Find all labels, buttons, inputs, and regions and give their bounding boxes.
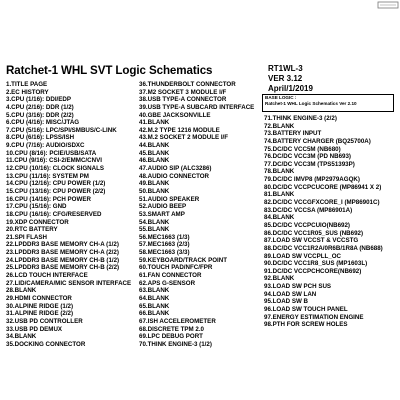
index-entry: 12.CPU (10/16): CLOCK SIGNALS <box>6 165 104 173</box>
model-number: RT1WL-3 <box>268 64 303 73</box>
index-entry: 92.BLANK <box>264 275 295 283</box>
index-entry: 83.DC/DC VCCSA (MP86901A) <box>264 206 353 214</box>
index-entry: 39.USB TYPE-A SUBCARD INTERFACE <box>139 103 255 111</box>
corner-logo-icon <box>376 0 400 10</box>
index-entry: 47.AUDIO SIP (ALC3286) <box>139 165 212 173</box>
index-entry: 57.MEC1663 (2/3) <box>139 241 190 249</box>
index-entry: 46.BLANK <box>139 157 170 165</box>
index-entry: 6.CPU (4/16): MISC/JTAG <box>6 119 80 127</box>
index-entry: 29.HDMI CONNECTOR <box>6 294 72 302</box>
index-entry: 49.BLANK <box>139 180 170 188</box>
index-entry: 38.USB TYPE-A CONNECTOR <box>139 96 227 104</box>
index-entry: 24.LPDDR3 BASE MEMORY CH-B (1/2) <box>6 256 120 264</box>
index-entry: 2.EC HISTORY <box>6 88 49 96</box>
index-entry: 61.FAN CONNECTOR <box>139 272 202 280</box>
index-entry: 15.CPU (13/16): CPU POWER (2/2) <box>6 187 106 195</box>
index-entry: 9.CPU (7/16): AUDIO/SDXC <box>6 142 85 150</box>
index-column-2 <box>139 81 263 348</box>
version-label: VER 3.12 <box>268 74 303 83</box>
index-entry: 1.TITLE PAGE <box>6 81 48 88</box>
index-entry: 56.MEC1663 (1/3) <box>139 233 190 241</box>
index-entry: 43.M.2 SOCKET 2 MODULE I/F <box>139 134 229 142</box>
index-entry: 77.DC/DC VCC3M (TPS51393P) <box>264 160 355 168</box>
index-entry: 79.DC/DC IMVP8 (MP2979AGQK) <box>264 176 360 184</box>
index-column-1 <box>6 81 134 348</box>
index-entry: 86.DC/DC VCC1R05_SUS (NB692) <box>264 229 364 237</box>
index-entry: 33.USB PD DEMUX <box>6 325 63 333</box>
index-entry: 7.CPU (5/16): LPC/SPI/SMBUS/C-LINK <box>6 126 117 134</box>
index-entry: 80.DC/DC VCCPCUCORE (MP86941 X 2) <box>264 183 382 191</box>
index-entry: 54.BLANK <box>139 218 170 226</box>
release-date: April/1/2019 <box>268 84 313 93</box>
index-entry: 4.CPU (2/16): DDR (1/2) <box>6 103 74 111</box>
index-entry: 59.KEYBOARD/TRACK POINT <box>139 256 228 264</box>
index-entry: 11.CPU (9/16): CSI-2/EMMC/CNVI <box>6 157 102 165</box>
index-entry: 87.LOAD SW VCCST & VCCSTG <box>264 237 359 245</box>
index-entry: 75.DC/DC VCC5M (NB680) <box>264 145 341 153</box>
index-entry: 63.BLANK <box>139 287 170 295</box>
index-entry: 16.CPU (14/16): PCH POWER <box>6 195 91 203</box>
index-entry: 71.THINK ENGINE-3 (2/2) <box>264 115 337 122</box>
index-entry: 34.BLANK <box>6 333 37 341</box>
index-entry: 74.BATTERY CHARGER (BQ25700A) <box>264 137 371 145</box>
index-entry: 53.SMART AMP <box>139 210 185 218</box>
index-entry: 35.DOCKING CONNECTOR <box>6 340 86 348</box>
index-entry: 93.LOAD SW PCH SUS <box>264 283 332 291</box>
index-entry: 70.THINK ENGINE-3 (1/2) <box>139 340 212 348</box>
index-entry: 55.BLANK <box>139 226 170 234</box>
index-entry: 58.MEC1663 (3/3) <box>139 249 190 257</box>
index-entry: 8.CPU (6/16): LPSS/ISH <box>6 134 75 142</box>
index-entry: 31.ALPINE RIDGE (2/2) <box>6 310 74 318</box>
index-entry: 95.LOAD SW B <box>264 298 309 306</box>
index-entry: 94.LOAD SW LAN <box>264 290 317 298</box>
index-entry: 51.AUDIO SPEAKER <box>139 195 200 203</box>
index-entry: 72.BLANK <box>264 122 295 130</box>
index-entry: 30.ALPINE RIDGE (1/2) <box>6 302 74 310</box>
index-entry: 89.LOAD SW VCCPLL_OC <box>264 252 342 260</box>
index-entry: 37.M2 SOCKET 3 MODULE I/F <box>139 88 227 96</box>
index-entry: 60.TOUCH PAD/NFC/FPR <box>139 264 213 272</box>
index-entry: 78.BLANK <box>264 168 295 176</box>
index-entry: 96.LOAD SW TOUCH PANEL <box>264 306 348 314</box>
index-entry: 20.RTC BATTERY <box>6 226 58 234</box>
document-title: Ratchet-1 WHL SVT Logic Schematics <box>6 64 213 77</box>
index-entry: 68.DISCRETE TPM 2.0 <box>139 325 204 333</box>
index-entry: 82.DC/DC VCCGFXCORE_I (MP86901C) <box>264 199 380 207</box>
index-entry: 45.BLANK <box>139 149 170 157</box>
index-entry: 97.ENERGY ESTIMATION ENGINE <box>264 313 364 321</box>
index-entry: 21.SPI FLASH <box>6 233 47 241</box>
index-entry: 81.BLANK <box>264 191 295 199</box>
index-entry: 91.DC/DC VCCPCHCORE(NB692) <box>264 267 362 275</box>
revision-block <box>268 64 313 94</box>
index-entry: 62.APS G-SENSOR <box>139 279 196 287</box>
index-entry: 73.BATTERY INPUT <box>264 130 322 138</box>
index-entry: 64.BLANK <box>139 294 170 302</box>
index-entry: 66.BLANK <box>139 310 170 318</box>
index-entry: 84.BLANK <box>264 214 295 222</box>
index-entry: 17.CPU (15/16): GND <box>6 203 67 211</box>
index-entry: 19.XDP CONNECTOR <box>6 218 69 226</box>
index-entry: 22.LPDDR3 BASE MEMORY CH-A (1/2) <box>6 241 119 249</box>
index-entry: 50.BLANK <box>139 187 170 195</box>
index-entry: 26.LCD TOUCH INTERFACE <box>6 272 88 280</box>
index-entry: 13.CPU (11/16): SYSTEM PM <box>6 172 89 180</box>
index-entry: 18.CPU (16/16): CFG/RESERVED <box>6 210 102 218</box>
index-entry: 23.LPDDR3 BASE MEMORY CH-A (2/2) <box>6 249 119 257</box>
index-entry: 40.GBE JACKSONVILLE <box>139 111 211 119</box>
index-entry: 41.BLANK <box>139 119 170 127</box>
index-entry: 5.CPU (3/16): DDR (2/2) <box>6 111 74 119</box>
index-entry: 48.AUDIO CONNECTOR <box>139 172 210 180</box>
index-entry: 76.DC/DC VCC3M (PD NB693) <box>264 153 351 161</box>
index-entry: 44.BLANK <box>139 142 170 150</box>
index-entry: 98.PTH FOR SCREW HOLES <box>264 321 348 329</box>
index-entry: 14.CPU (12/16): CPU POWER (1/2) <box>6 180 106 188</box>
index-entry: 88.DC/DC VCC1R2A/0R6B/1R8A (NB688) <box>264 244 383 252</box>
index-entry: 69.LPC DEBUG PORT <box>139 333 203 341</box>
index-entry: 3.CPU (1/16): DDI/EDP <box>6 96 71 104</box>
index-entry: 67.ISH ACCELEROMETER <box>139 317 216 325</box>
base-logic-label: BASE LOGIC : <box>265 95 297 100</box>
index-column-3 <box>264 115 396 329</box>
index-entry: 28.BLANK <box>6 287 37 295</box>
index-entry: 32.USB PD CONTROLLER <box>6 317 83 325</box>
index-entry: 85.DC/DC VCCPCUIO(NB692) <box>264 221 350 229</box>
index-entry: 42.M.2 TYPE 1216 MODULE <box>139 126 220 134</box>
index-entry: 10.CPU (8/16): PCIE/USB/SATA <box>6 149 97 157</box>
base-logic-value: Ratchet-1 WHL Logic Schematics Ver 2.10 <box>265 101 357 106</box>
index-entry: 25.LPDDR3 BASE MEMORY CH-B (2/2) <box>6 264 120 272</box>
base-logic-box <box>262 94 394 112</box>
index-entry: 65.BLANK <box>139 302 170 310</box>
index-entry: 27.LID/CAMERA/MIC SENSOR INTERFACE <box>6 279 132 287</box>
index-entry: 36.THUNDERBOLT CONNECTOR <box>139 81 236 88</box>
index-entry: 52.AUDIO BEEP <box>139 203 187 211</box>
index-entry: 90.DC/DC VCC1R8_SUS (MP1603L) <box>264 260 368 268</box>
